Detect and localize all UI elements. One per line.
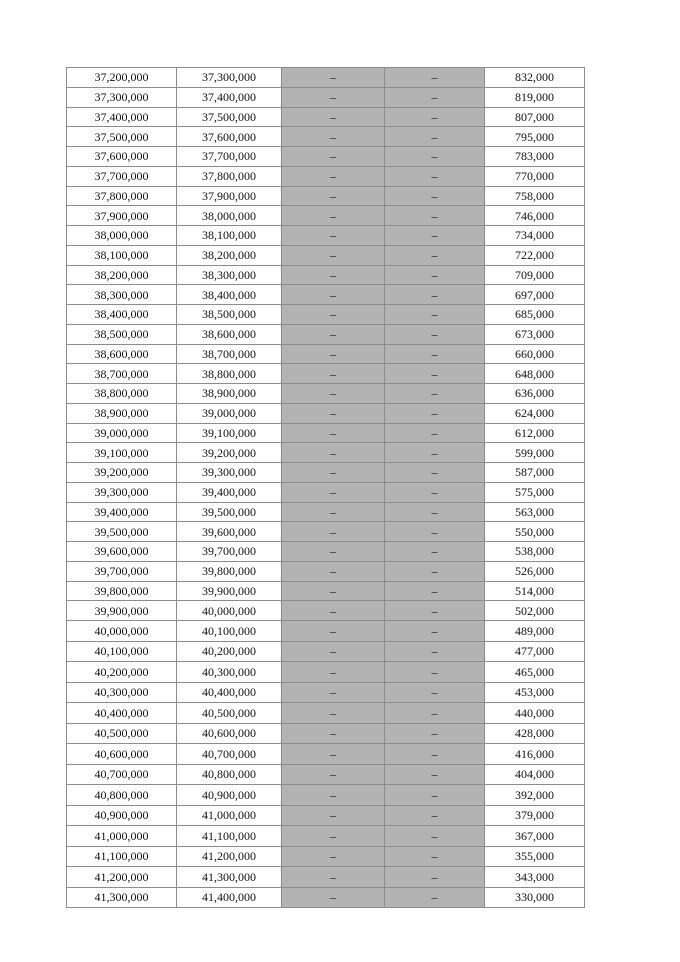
table-row	[67, 245, 585, 265]
column-4-cell: –	[385, 245, 485, 265]
table-row	[67, 107, 585, 127]
amount-cell: 330,000	[485, 887, 585, 908]
amount-cell: 685,000	[485, 305, 585, 325]
amount-cell: 404,000	[485, 764, 585, 785]
column-3-cell: –	[282, 226, 385, 246]
range-to-cell: 37,500,000	[177, 107, 282, 127]
amount-cell: 550,000	[485, 522, 585, 542]
range-from-cell: 39,900,000	[67, 601, 177, 621]
range-from-cell: 37,700,000	[67, 166, 177, 186]
column-4-cell: –	[385, 364, 485, 384]
column-4-cell: –	[385, 147, 485, 167]
column-3-cell: –	[282, 305, 385, 325]
column-3-cell: –	[282, 682, 385, 703]
amount-cell: 538,000	[485, 542, 585, 562]
column-4-cell: –	[385, 887, 485, 908]
column-3-cell: –	[282, 703, 385, 724]
range-to-cell: 38,400,000	[177, 285, 282, 305]
amount-cell: 612,000	[485, 423, 585, 443]
amount-cell: 832,000	[485, 68, 585, 88]
column-4-cell: –	[385, 87, 485, 107]
column-3-cell: –	[282, 186, 385, 206]
amount-cell: 660,000	[485, 344, 585, 364]
column-3-cell: –	[282, 826, 385, 847]
range-from-cell: 40,600,000	[67, 744, 177, 765]
table-row	[67, 285, 585, 305]
column-3-cell: –	[282, 147, 385, 167]
range-to-cell: 40,000,000	[177, 601, 282, 621]
table-row	[67, 785, 585, 806]
table-row	[67, 384, 585, 404]
range-from-cell: 39,400,000	[67, 502, 177, 522]
range-to-cell: 39,900,000	[177, 581, 282, 601]
amount-cell: 367,000	[485, 826, 585, 847]
column-4-cell: –	[385, 226, 485, 246]
column-4-cell: –	[385, 127, 485, 147]
column-3-cell: –	[282, 463, 385, 483]
range-to-cell: 41,400,000	[177, 887, 282, 908]
range-from-cell: 37,500,000	[67, 127, 177, 147]
range-from-cell: 39,700,000	[67, 561, 177, 581]
tax-table	[66, 67, 585, 908]
range-to-cell: 38,700,000	[177, 344, 282, 364]
column-4-cell: –	[385, 542, 485, 562]
range-to-cell: 39,400,000	[177, 482, 282, 502]
column-4-cell: –	[385, 867, 485, 888]
column-4-cell: –	[385, 68, 485, 88]
table-row	[67, 662, 585, 683]
column-3-cell: –	[282, 206, 385, 226]
column-4-cell: –	[385, 344, 485, 364]
range-to-cell: 40,500,000	[177, 703, 282, 724]
range-from-cell: 39,200,000	[67, 463, 177, 483]
range-from-cell: 40,300,000	[67, 682, 177, 703]
column-3-cell: –	[282, 482, 385, 502]
column-4-cell: –	[385, 682, 485, 703]
amount-cell: 697,000	[485, 285, 585, 305]
range-to-cell: 40,100,000	[177, 621, 282, 642]
range-from-cell: 40,100,000	[67, 641, 177, 662]
range-from-cell: 39,500,000	[67, 522, 177, 542]
amount-cell: 453,000	[485, 682, 585, 703]
column-4-cell: –	[385, 826, 485, 847]
table-row	[67, 805, 585, 826]
table-row	[67, 166, 585, 186]
column-4-cell: –	[385, 324, 485, 344]
amount-cell: 465,000	[485, 662, 585, 683]
range-from-cell: 38,500,000	[67, 324, 177, 344]
column-3-cell: –	[282, 601, 385, 621]
table-row	[67, 127, 585, 147]
range-to-cell: 37,300,000	[177, 68, 282, 88]
amount-cell: 563,000	[485, 502, 585, 522]
column-3-cell: –	[282, 68, 385, 88]
column-3-cell: –	[282, 127, 385, 147]
tax-table-body	[67, 68, 585, 908]
column-4-cell: –	[385, 601, 485, 621]
table-row	[67, 522, 585, 542]
table-row	[67, 265, 585, 285]
table-row	[67, 186, 585, 206]
table-row	[67, 403, 585, 423]
range-to-cell: 39,800,000	[177, 561, 282, 581]
table-row	[67, 542, 585, 562]
column-4-cell: –	[385, 482, 485, 502]
range-from-cell: 37,400,000	[67, 107, 177, 127]
range-from-cell: 38,900,000	[67, 403, 177, 423]
range-from-cell: 40,500,000	[67, 723, 177, 744]
column-3-cell: –	[282, 403, 385, 423]
range-from-cell: 41,000,000	[67, 826, 177, 847]
range-to-cell: 40,800,000	[177, 764, 282, 785]
column-3-cell: –	[282, 245, 385, 265]
amount-cell: 758,000	[485, 186, 585, 206]
range-from-cell: 38,800,000	[67, 384, 177, 404]
column-3-cell: –	[282, 662, 385, 683]
amount-cell: 379,000	[485, 805, 585, 826]
table-row	[67, 344, 585, 364]
range-from-cell: 41,300,000	[67, 887, 177, 908]
column-3-cell: –	[282, 107, 385, 127]
table-row	[67, 641, 585, 662]
range-from-cell: 40,000,000	[67, 621, 177, 642]
column-3-cell: –	[282, 384, 385, 404]
range-from-cell: 40,200,000	[67, 662, 177, 683]
range-to-cell: 39,600,000	[177, 522, 282, 542]
amount-cell: 734,000	[485, 226, 585, 246]
column-3-cell: –	[282, 324, 385, 344]
table-row	[67, 206, 585, 226]
range-to-cell: 40,200,000	[177, 641, 282, 662]
table-row	[67, 68, 585, 88]
range-from-cell: 37,300,000	[67, 87, 177, 107]
range-to-cell: 37,600,000	[177, 127, 282, 147]
column-3-cell: –	[282, 764, 385, 785]
table-row	[67, 764, 585, 785]
range-to-cell: 39,100,000	[177, 423, 282, 443]
range-to-cell: 38,500,000	[177, 305, 282, 325]
range-to-cell: 41,000,000	[177, 805, 282, 826]
amount-cell: 819,000	[485, 87, 585, 107]
range-to-cell: 37,700,000	[177, 147, 282, 167]
column-3-cell: –	[282, 522, 385, 542]
amount-cell: 624,000	[485, 403, 585, 423]
table-row	[67, 364, 585, 384]
column-4-cell: –	[385, 403, 485, 423]
range-to-cell: 38,800,000	[177, 364, 282, 384]
range-from-cell: 37,600,000	[67, 147, 177, 167]
column-4-cell: –	[385, 662, 485, 683]
column-3-cell: –	[282, 285, 385, 305]
table-row	[67, 744, 585, 765]
amount-cell: 807,000	[485, 107, 585, 127]
range-from-cell: 37,200,000	[67, 68, 177, 88]
table-row	[67, 601, 585, 621]
column-3-cell: –	[282, 502, 385, 522]
amount-cell: 783,000	[485, 147, 585, 167]
column-4-cell: –	[385, 443, 485, 463]
table-row	[67, 305, 585, 325]
range-to-cell: 38,300,000	[177, 265, 282, 285]
range-from-cell: 38,100,000	[67, 245, 177, 265]
amount-cell: 502,000	[485, 601, 585, 621]
amount-cell: 440,000	[485, 703, 585, 724]
column-4-cell: –	[385, 703, 485, 724]
range-from-cell: 38,000,000	[67, 226, 177, 246]
table-row	[67, 463, 585, 483]
amount-cell: 709,000	[485, 265, 585, 285]
column-3-cell: –	[282, 542, 385, 562]
column-4-cell: –	[385, 285, 485, 305]
table-row	[67, 87, 585, 107]
amount-cell: 416,000	[485, 744, 585, 765]
range-to-cell: 38,900,000	[177, 384, 282, 404]
amount-cell: 489,000	[485, 621, 585, 642]
table-row	[67, 482, 585, 502]
column-4-cell: –	[385, 805, 485, 826]
table-row	[67, 723, 585, 744]
range-to-cell: 40,700,000	[177, 744, 282, 765]
table-row	[67, 887, 585, 908]
range-to-cell: 40,400,000	[177, 682, 282, 703]
amount-cell: 722,000	[485, 245, 585, 265]
table-row	[67, 147, 585, 167]
amount-cell: 526,000	[485, 561, 585, 581]
range-to-cell: 41,200,000	[177, 846, 282, 867]
table-row	[67, 324, 585, 344]
table-row	[67, 502, 585, 522]
range-from-cell: 38,300,000	[67, 285, 177, 305]
column-3-cell: –	[282, 744, 385, 765]
amount-cell: 428,000	[485, 723, 585, 744]
column-3-cell: –	[282, 846, 385, 867]
range-to-cell: 37,800,000	[177, 166, 282, 186]
column-4-cell: –	[385, 463, 485, 483]
range-to-cell: 39,000,000	[177, 403, 282, 423]
table-row	[67, 443, 585, 463]
range-to-cell: 38,000,000	[177, 206, 282, 226]
amount-cell: 514,000	[485, 581, 585, 601]
column-3-cell: –	[282, 166, 385, 186]
range-from-cell: 39,300,000	[67, 482, 177, 502]
range-to-cell: 38,600,000	[177, 324, 282, 344]
column-4-cell: –	[385, 423, 485, 443]
range-to-cell: 39,300,000	[177, 463, 282, 483]
column-3-cell: –	[282, 785, 385, 806]
amount-cell: 477,000	[485, 641, 585, 662]
table-row	[67, 621, 585, 642]
amount-cell: 795,000	[485, 127, 585, 147]
range-from-cell: 38,400,000	[67, 305, 177, 325]
range-to-cell: 39,200,000	[177, 443, 282, 463]
amount-cell: 355,000	[485, 846, 585, 867]
table-row	[67, 867, 585, 888]
column-3-cell: –	[282, 887, 385, 908]
column-4-cell: –	[385, 206, 485, 226]
range-from-cell: 40,700,000	[67, 764, 177, 785]
amount-cell: 673,000	[485, 324, 585, 344]
table-row	[67, 682, 585, 703]
range-from-cell: 40,400,000	[67, 703, 177, 724]
column-4-cell: –	[385, 186, 485, 206]
column-4-cell: –	[385, 764, 485, 785]
column-4-cell: –	[385, 166, 485, 186]
amount-cell: 648,000	[485, 364, 585, 384]
amount-cell: 575,000	[485, 482, 585, 502]
range-from-cell: 37,800,000	[67, 186, 177, 206]
range-to-cell: 41,300,000	[177, 867, 282, 888]
amount-cell: 599,000	[485, 443, 585, 463]
column-4-cell: –	[385, 621, 485, 642]
table-row	[67, 846, 585, 867]
range-to-cell: 37,900,000	[177, 186, 282, 206]
range-from-cell: 39,600,000	[67, 542, 177, 562]
table-row	[67, 561, 585, 581]
range-to-cell: 38,100,000	[177, 226, 282, 246]
column-4-cell: –	[385, 522, 485, 542]
column-4-cell: –	[385, 846, 485, 867]
table-row	[67, 826, 585, 847]
table-row	[67, 423, 585, 443]
range-from-cell: 38,600,000	[67, 344, 177, 364]
range-to-cell: 37,400,000	[177, 87, 282, 107]
column-3-cell: –	[282, 723, 385, 744]
column-4-cell: –	[385, 107, 485, 127]
range-from-cell: 40,800,000	[67, 785, 177, 806]
range-to-cell: 38,200,000	[177, 245, 282, 265]
amount-cell: 587,000	[485, 463, 585, 483]
column-3-cell: –	[282, 561, 385, 581]
table-row	[67, 703, 585, 724]
range-from-cell: 40,900,000	[67, 805, 177, 826]
amount-cell: 343,000	[485, 867, 585, 888]
column-4-cell: –	[385, 581, 485, 601]
range-from-cell: 38,700,000	[67, 364, 177, 384]
range-from-cell: 39,100,000	[67, 443, 177, 463]
column-3-cell: –	[282, 265, 385, 285]
column-3-cell: –	[282, 87, 385, 107]
range-from-cell: 37,900,000	[67, 206, 177, 226]
amount-cell: 746,000	[485, 206, 585, 226]
column-3-cell: –	[282, 581, 385, 601]
range-from-cell: 39,000,000	[67, 423, 177, 443]
column-4-cell: –	[385, 744, 485, 765]
range-to-cell: 39,700,000	[177, 542, 282, 562]
column-4-cell: –	[385, 305, 485, 325]
column-4-cell: –	[385, 723, 485, 744]
column-3-cell: –	[282, 805, 385, 826]
range-to-cell: 41,100,000	[177, 826, 282, 847]
column-4-cell: –	[385, 785, 485, 806]
range-from-cell: 41,100,000	[67, 846, 177, 867]
column-3-cell: –	[282, 867, 385, 888]
column-4-cell: –	[385, 561, 485, 581]
column-3-cell: –	[282, 621, 385, 642]
table-row	[67, 581, 585, 601]
range-from-cell: 39,800,000	[67, 581, 177, 601]
range-to-cell: 40,900,000	[177, 785, 282, 806]
column-3-cell: –	[282, 641, 385, 662]
table-row	[67, 226, 585, 246]
column-4-cell: –	[385, 641, 485, 662]
column-4-cell: –	[385, 502, 485, 522]
column-4-cell: –	[385, 265, 485, 285]
amount-cell: 636,000	[485, 384, 585, 404]
range-to-cell: 40,300,000	[177, 662, 282, 683]
amount-cell: 392,000	[485, 785, 585, 806]
column-3-cell: –	[282, 423, 385, 443]
range-to-cell: 39,500,000	[177, 502, 282, 522]
column-3-cell: –	[282, 364, 385, 384]
range-to-cell: 40,600,000	[177, 723, 282, 744]
amount-cell: 770,000	[485, 166, 585, 186]
column-4-cell: –	[385, 384, 485, 404]
column-3-cell: –	[282, 344, 385, 364]
column-3-cell: –	[282, 443, 385, 463]
range-from-cell: 38,200,000	[67, 265, 177, 285]
range-from-cell: 41,200,000	[67, 867, 177, 888]
